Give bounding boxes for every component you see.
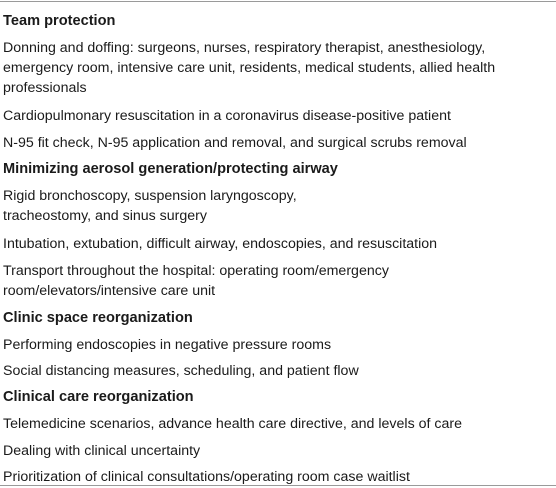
list-item: Intubation, extubation, difficult airway, endoscopies, and resuscitation	[3, 236, 438, 252]
list-item: Performing endoscopies in negative pressure rooms	[3, 337, 332, 353]
list-item: Donning and doffing: surgeons, nurses, respiratory therapist, anesthesiology, emergency room, intensive care unit, residents, medical students, allied health professionals	[3, 40, 496, 96]
list-item: Cardiopulmonary resuscitation in a coronavirus disease-positive patient	[3, 108, 451, 124]
section-heading-clinic-space: Clinic space reorganization	[3, 310, 193, 326]
section-heading-clinical-care: Clinical care reorganization	[3, 389, 194, 405]
list-item: Prioritization of clinical consultations/operating room case waitlist	[3, 469, 410, 485]
list-item: N-95 fit check, N-95 application and removal, and surgical scrubs removal	[3, 135, 467, 151]
list-item: Rigid bronchoscopy, suspension laryngoscopy, tracheostomy, and sinus surgery	[3, 188, 297, 224]
list-item: Social distancing measures, scheduling, and patient flow	[3, 363, 359, 379]
section-heading-team-protection: Team protection	[3, 13, 116, 29]
section-heading-minimizing-aerosol: Minimizing aerosol generation/protecting airway	[3, 161, 338, 177]
list-item: Dealing with clinical uncertainty	[3, 443, 201, 459]
bottom-rule	[0, 485, 556, 486]
top-rule	[0, 1, 556, 2]
list-item: Telemedicine scenarios, advance health care directive, and levels of care	[3, 416, 462, 432]
list-item: Transport throughout the hospital: operating room/emergency room/elevators/intensive care unit	[3, 263, 389, 299]
